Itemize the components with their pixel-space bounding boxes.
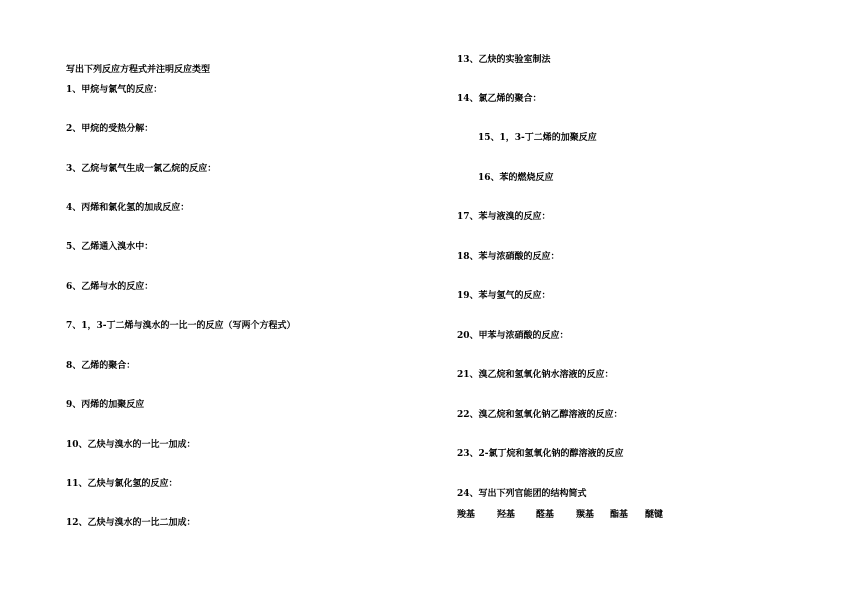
question-13: 13、乙炔的实验室制法 [457, 55, 551, 65]
question-21: 21、溴乙烷和氢氧化钠水溶液的反应： [457, 370, 614, 380]
question-12: 12、乙炔与溴水的一比二加成： [66, 518, 196, 528]
functional-group-carboxyl: 羧基 [457, 510, 476, 520]
question-14: 14、氯乙烯的聚合： [457, 94, 542, 104]
question-19: 19、苯与氢气的反应： [457, 291, 551, 301]
worksheet-title: 写出下列反应方程式并注明反应类型 [66, 65, 211, 75]
question-10: 10、乙炔与溴水的一比一加成： [66, 440, 196, 450]
question-5: 5、乙烯通入溴水中： [66, 242, 154, 252]
question-16: 16、苯的燃烧反应 [478, 173, 554, 183]
functional-group-hydroxyl: 羟基 [497, 510, 516, 520]
question-4: 4、丙烯和氯化氢的加成反应： [66, 203, 190, 213]
question-8: 8、乙烯的聚合： [66, 361, 136, 371]
question-18: 18、苯与浓硝酸的反应： [457, 252, 560, 262]
functional-group-carbonyl: 羰基 [576, 510, 595, 520]
question-1: 1、甲烷与氯气的反应： [66, 85, 163, 95]
question-6: 6、乙烯与水的反应： [66, 282, 154, 292]
functional-group-ether: 醚键 [645, 510, 664, 520]
question-11: 11、乙炔与氯化氢的反应： [66, 479, 178, 489]
question-2: 2、甲烷的受热分解： [66, 124, 154, 134]
question-9: 9、丙烯的加聚反应 [66, 400, 145, 410]
question-7: 7、1，3-丁二烯与溴水的一比一的反应（写两个方程式） [66, 321, 296, 331]
question-15: 15、1，3-丁二烯的加聚反应 [478, 133, 597, 143]
question-23: 23、2-氯丁烷和氢氧化钠的醇溶液的反应 [457, 449, 624, 459]
question-3: 3、乙烷与氯气生成一氯乙烷的反应： [66, 164, 217, 174]
functional-group-aldehyde: 醛基 [536, 510, 555, 520]
question-17: 17、苯与液溴的反应： [457, 212, 551, 222]
functional-group-ester: 酯基 [610, 510, 629, 520]
question-20: 20、甲苯与浓硝酸的反应： [457, 331, 569, 341]
question-22: 22、溴乙烷和氢氧化钠乙醇溶液的反应： [457, 410, 623, 420]
question-24: 24、写出下列官能团的结构简式 [457, 489, 587, 499]
